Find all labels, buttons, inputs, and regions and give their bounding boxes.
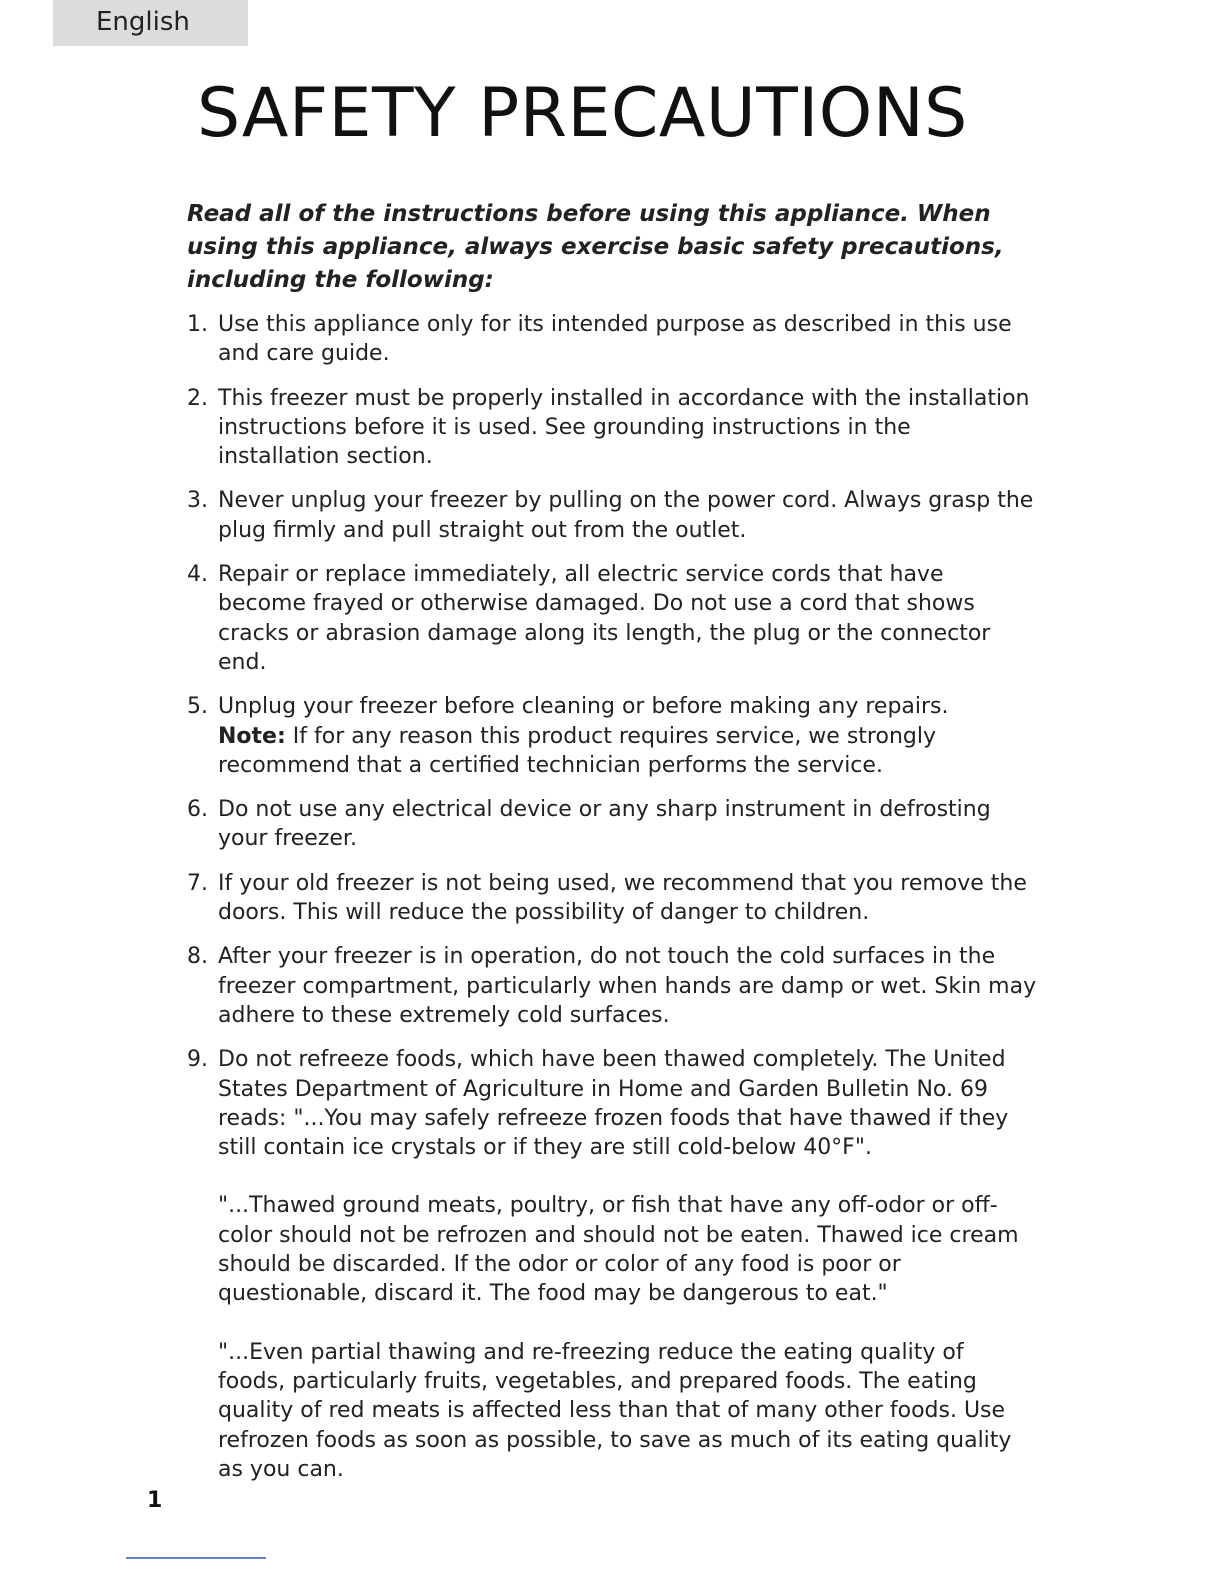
note-text: If for any reason this product requires service, we strongly recommend that a certified technician performs the service. (218, 723, 936, 778)
list-item (187, 1045, 1037, 1484)
item-text: After your freezer is in operation, do not touch the cold surfaces in the freezer compartment, particularly when hands are damp or wet. Skin may adhere to these extremely cold surfaces. (218, 944, 1037, 1028)
item-text: Do not refreeze foods, which have been thawed completely. The United States Department of Agriculture in Home and Garden Bulletin No. 69 reads: "...You may safely refreeze frozen foods that have thawed if they still contain ice crystals or if they are still cold-below 40°F". (218, 1047, 1009, 1161)
list-item (187, 560, 1037, 677)
list-item (187, 942, 1037, 1030)
item-number: 6. (187, 797, 208, 823)
list-item (187, 795, 1037, 854)
note-label: Note: (218, 723, 286, 749)
page-number: 1 (147, 1488, 163, 1513)
item-text: If your old freezer is not being used, we recommend that you remove the doors. This will reduce the possibility of danger to children. (218, 870, 1027, 926)
list-item (187, 692, 1037, 780)
item-number: 8. (187, 944, 208, 970)
item-text: Use this appliance only for its intended purpose as described in this use and care guide. (218, 312, 1012, 367)
page-title: SAFETY PRECAUTIONS (197, 74, 968, 153)
item-number: 5. (187, 694, 208, 720)
list-item (187, 486, 1037, 545)
item-text: Unplug your freezer before cleaning or before making any repairs. (218, 694, 949, 720)
item-text: Repair or replace immediately, all electric service cords that have become frayed or otherwise damaged. Do not use a cord that shows cracks or abrasion damage along its length, the plug or the connector end. (218, 562, 991, 675)
item-text: This freezer must be properly installed in accordance with the installation instructions before it is used. See grounding instructions in the installation section. (218, 385, 1030, 470)
footer-divider (126, 1557, 266, 1559)
safety-list (187, 310, 1037, 1499)
quote-paragraph: "...Even partial thawing and re-freezing reduce the eating quality of foods, particularly fruits, vegetables, and prepared foods. The eating quality of red meats is affected less than that of many other foods. Use refrozen foods as soon as possible, to save as much of its eating quality as you can. (218, 1339, 1012, 1482)
item-number: 9. (187, 1047, 208, 1073)
item-number: 7. (187, 870, 208, 896)
language-tab: English (53, 0, 248, 46)
item-number: 4. (187, 562, 208, 588)
item-number: 2. (187, 385, 208, 411)
intro-paragraph: Read all of the instructions before using this appliance. When using this appliance, always exercise basic safety precautions, including the following: (187, 201, 1004, 293)
quote-paragraph: "...Thawed ground meats, poultry, or fish that have any off-odor or off-color should not be refrozen and should not be eaten. Thawed ice cream should be discarded. If the odor or color of any food is poor or questionable, discard it. The food may be dangerous to eat." (218, 1193, 1019, 1307)
item-number: 1. (187, 312, 208, 337)
item-text: Never unplug your freezer by pulling on the power cord. Always grasp the plug firmly and pull straight out from the outlet. (218, 488, 1034, 543)
list-item (187, 310, 1037, 369)
item-text: Do not use any electrical device or any sharp instrument in defrosting your freezer. (218, 797, 991, 852)
item-number: 3. (187, 488, 208, 514)
list-item (187, 384, 1037, 472)
list-item (187, 869, 1037, 928)
